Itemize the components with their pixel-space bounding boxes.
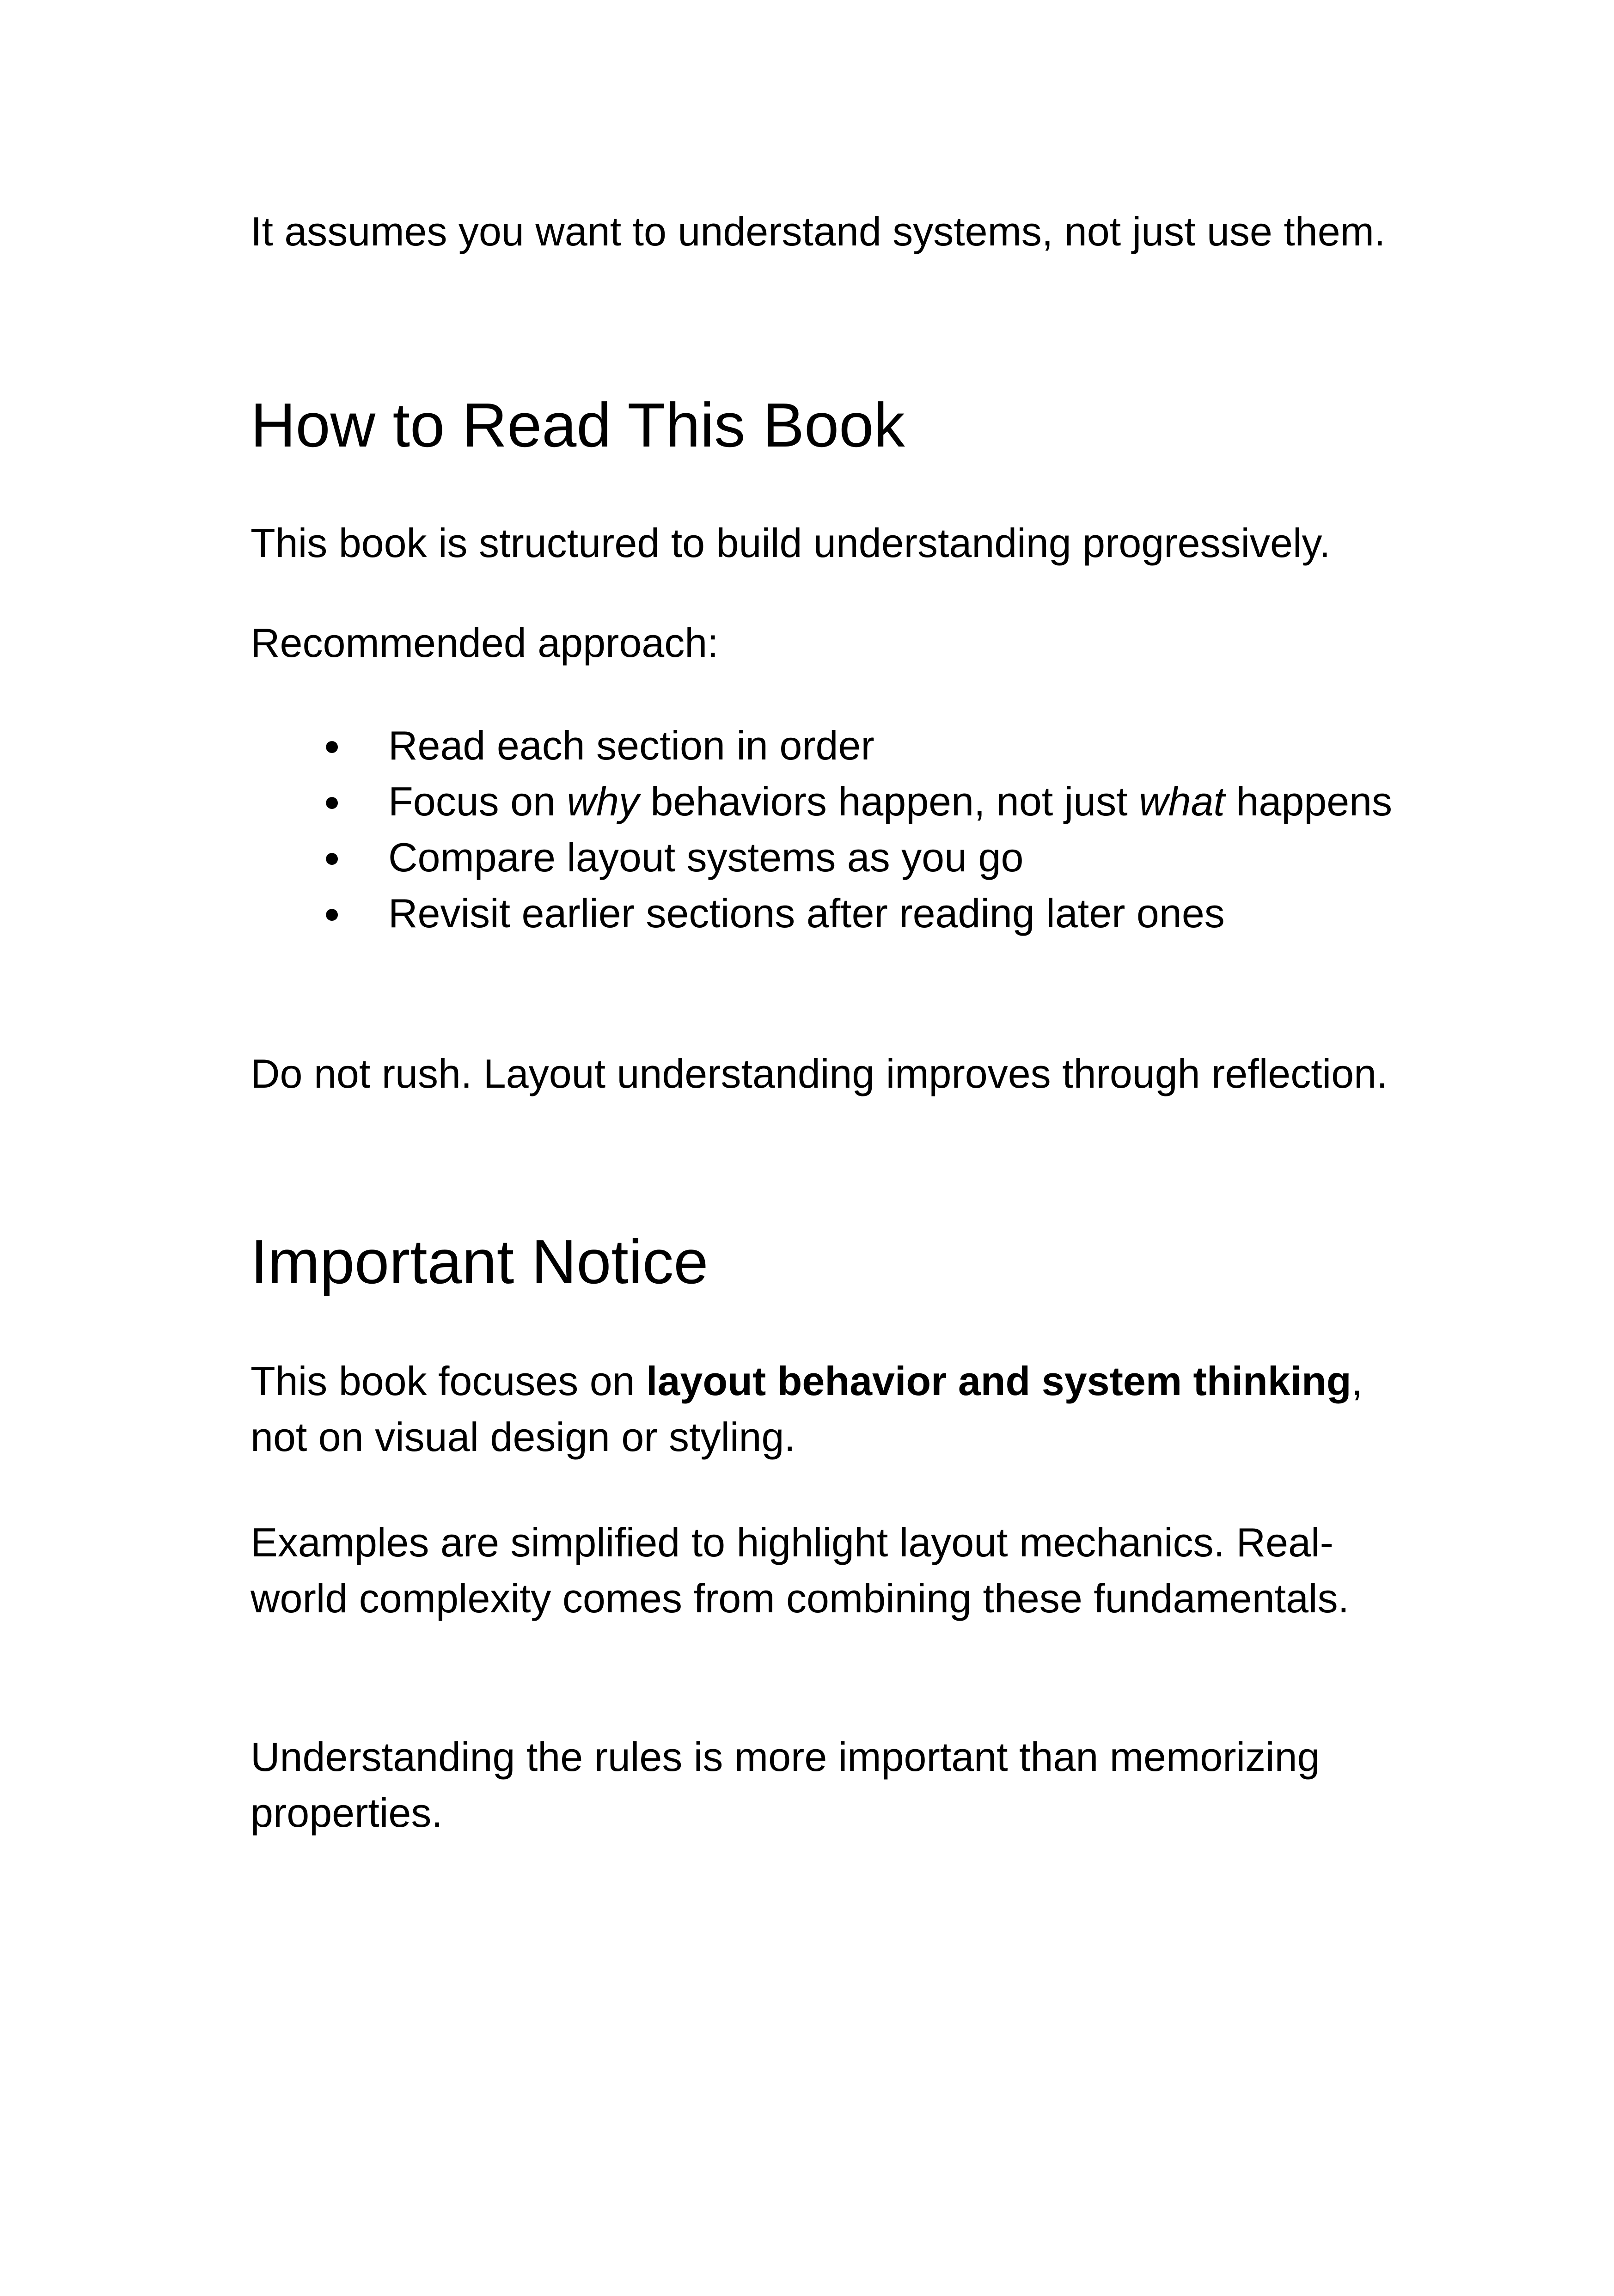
paragraph-structure: This book is structured to build understanding progressively. bbox=[251, 520, 1331, 566]
paragraph-focus bbox=[251, 1353, 1406, 1465]
intro-paragraph: It assumes you want to understand systems, not just use them. bbox=[251, 208, 1386, 254]
paragraph-text: This book focuses on bbox=[251, 1358, 647, 1404]
bold-phrase: layout behavior and system thinking bbox=[646, 1358, 1351, 1404]
list-item-text: Read each section in order bbox=[388, 722, 874, 768]
paragraph-do-not-rush: Do not rush. Layout understanding improves through reflection. bbox=[251, 1051, 1388, 1096]
list-item bbox=[251, 717, 1406, 773]
paragraph-recommended: Recommended approach: bbox=[251, 620, 719, 666]
bullet-icon: ● bbox=[324, 898, 341, 929]
approach-list bbox=[251, 717, 1406, 941]
bullet-icon: ● bbox=[324, 730, 341, 761]
paragraph-examples: Examples are simplified to highlight layout mechanics. Real-world complexity comes from combining these fundamentals. bbox=[251, 1519, 1350, 1621]
list-item-text: happens bbox=[1225, 778, 1393, 824]
emphasis-why: why bbox=[567, 778, 639, 824]
list-item-text: Focus on bbox=[388, 778, 567, 824]
list-item-text: Revisit earlier sections after reading later ones bbox=[388, 890, 1225, 936]
paragraph-rules: Understanding the rules is more important than memorizing properties. bbox=[251, 1734, 1320, 1836]
list-item-text: Compare layout systems as you go bbox=[388, 834, 1024, 880]
bullet-icon: ● bbox=[324, 842, 341, 873]
list-item-text: behaviors happen, not just bbox=[639, 778, 1139, 824]
list-item bbox=[251, 885, 1406, 941]
list-item bbox=[251, 829, 1406, 885]
list-item bbox=[251, 773, 1406, 829]
heading-important-notice: Important Notice bbox=[251, 1227, 709, 1297]
bullet-icon: ● bbox=[324, 786, 341, 817]
heading-how-to-read: How to Read This Book bbox=[251, 390, 905, 460]
emphasis-what: what bbox=[1139, 778, 1225, 824]
paragraph-text: , not on visual design or styling. bbox=[251, 1358, 1363, 1460]
